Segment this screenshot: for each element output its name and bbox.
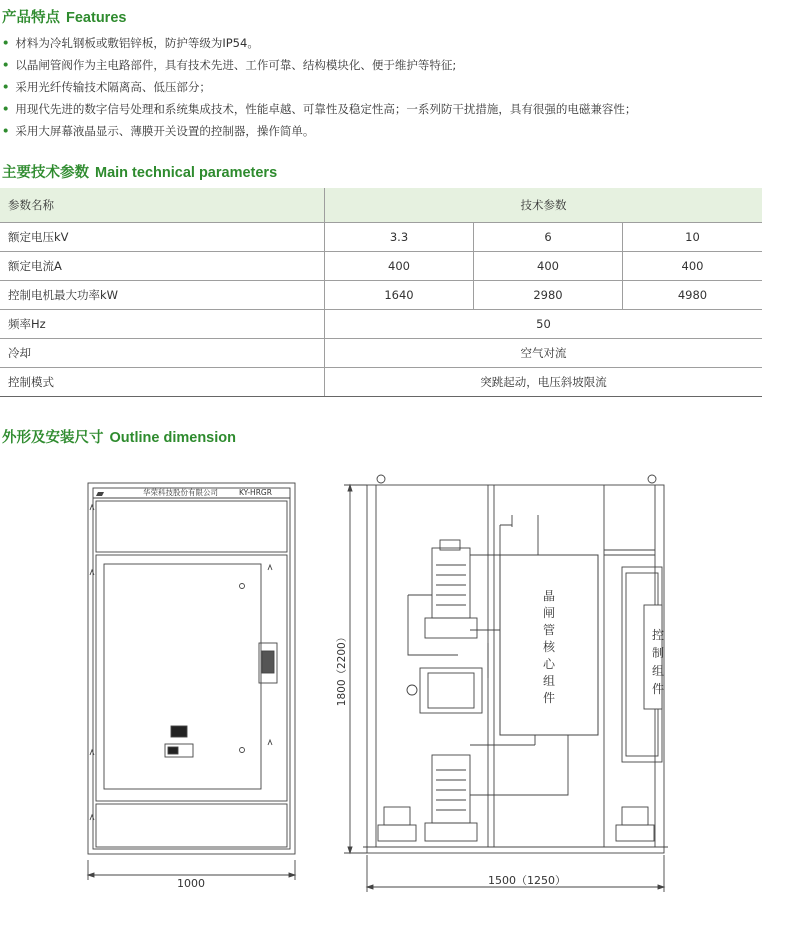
- core-module-label: [543, 589, 556, 705]
- bullet-icon: •: [2, 80, 10, 94]
- bullet-icon: •: [2, 36, 10, 50]
- side-height-label: 1800（2200）: [336, 631, 348, 707]
- feature-item: • 采用大屏幕液晶显示、薄膜开关设置的控制器，操作简单。: [2, 124, 315, 138]
- feature-list: [2, 32, 636, 142]
- outline-title-en: Outline dimension: [109, 430, 236, 446]
- front-company: 华荣科技股份有限公司: [143, 488, 218, 497]
- features-title: [2, 6, 126, 27]
- table-row: 控制电机最大功率kW 1640 2980 4980: [0, 281, 762, 310]
- table-row: 额定电压kV 3.3 6 10: [0, 223, 762, 252]
- table-header-row: [0, 188, 762, 223]
- svg-text:控: 控: [651, 628, 665, 642]
- svg-text:闸: 闸: [542, 606, 556, 620]
- params-title-cn: 主要技术参数: [2, 165, 89, 181]
- feature-item: • 以晶闸管阀作为主电路部件，具有技术先进、工作可靠、结构模块化、便于维护等特征;: [2, 58, 457, 72]
- table-row: 控制模式 突跳起动，电压斜坡限流: [0, 368, 762, 397]
- outline-drawing: [0, 455, 800, 925]
- front-logo-icon: [96, 492, 104, 496]
- side-width-label: 1500（1250）: [488, 874, 566, 887]
- svg-text:组: 组: [542, 674, 556, 688]
- svg-text:核: 核: [542, 640, 556, 654]
- features-title-en: Features: [66, 10, 127, 26]
- feature-item: • 材料为冷轧钢板或敷铝锌板，防护等级为IP54。: [2, 36, 259, 50]
- table-row: 额定电流A 400 400 400: [0, 252, 762, 281]
- svg-text:组: 组: [651, 664, 665, 678]
- svg-text:管: 管: [542, 623, 556, 637]
- header-value: 技术参数: [325, 188, 763, 223]
- params-table: [0, 188, 762, 397]
- table-row: 频率Hz 50: [0, 310, 762, 339]
- header-name: 参数名称: [0, 188, 325, 223]
- features-title-cn: 产品特点: [2, 10, 60, 26]
- bullet-icon: •: [2, 102, 10, 116]
- params-title-en: Main technical parameters: [95, 165, 278, 181]
- outline-title: [2, 426, 236, 447]
- feature-item: • 用现代先进的数字信号处理和系统集成技术，性能卓越、可靠性及稳定性高；一系列防干扰措施，具有很强的电磁兼容性；: [2, 102, 637, 116]
- feature-item: • 采用光纤传输技术隔离高、低压部分；: [2, 80, 211, 94]
- svg-text:件: 件: [542, 691, 556, 705]
- params-title: [2, 161, 277, 182]
- front-view: [88, 483, 295, 880]
- svg-text:件: 件: [651, 682, 665, 696]
- bullet-icon: •: [2, 58, 10, 72]
- svg-text:制: 制: [651, 646, 665, 660]
- outline-title-cn: 外形及安装尺寸: [2, 430, 104, 446]
- front-model: KY-HRGR: [239, 488, 272, 497]
- side-view: [344, 475, 668, 892]
- svg-text:晶: 晶: [542, 589, 556, 603]
- table-row: 冷却 空气对流: [0, 339, 762, 368]
- svg-text:心: 心: [542, 657, 556, 671]
- front-width-label: 1000: [177, 877, 205, 890]
- bullet-icon: •: [2, 124, 10, 138]
